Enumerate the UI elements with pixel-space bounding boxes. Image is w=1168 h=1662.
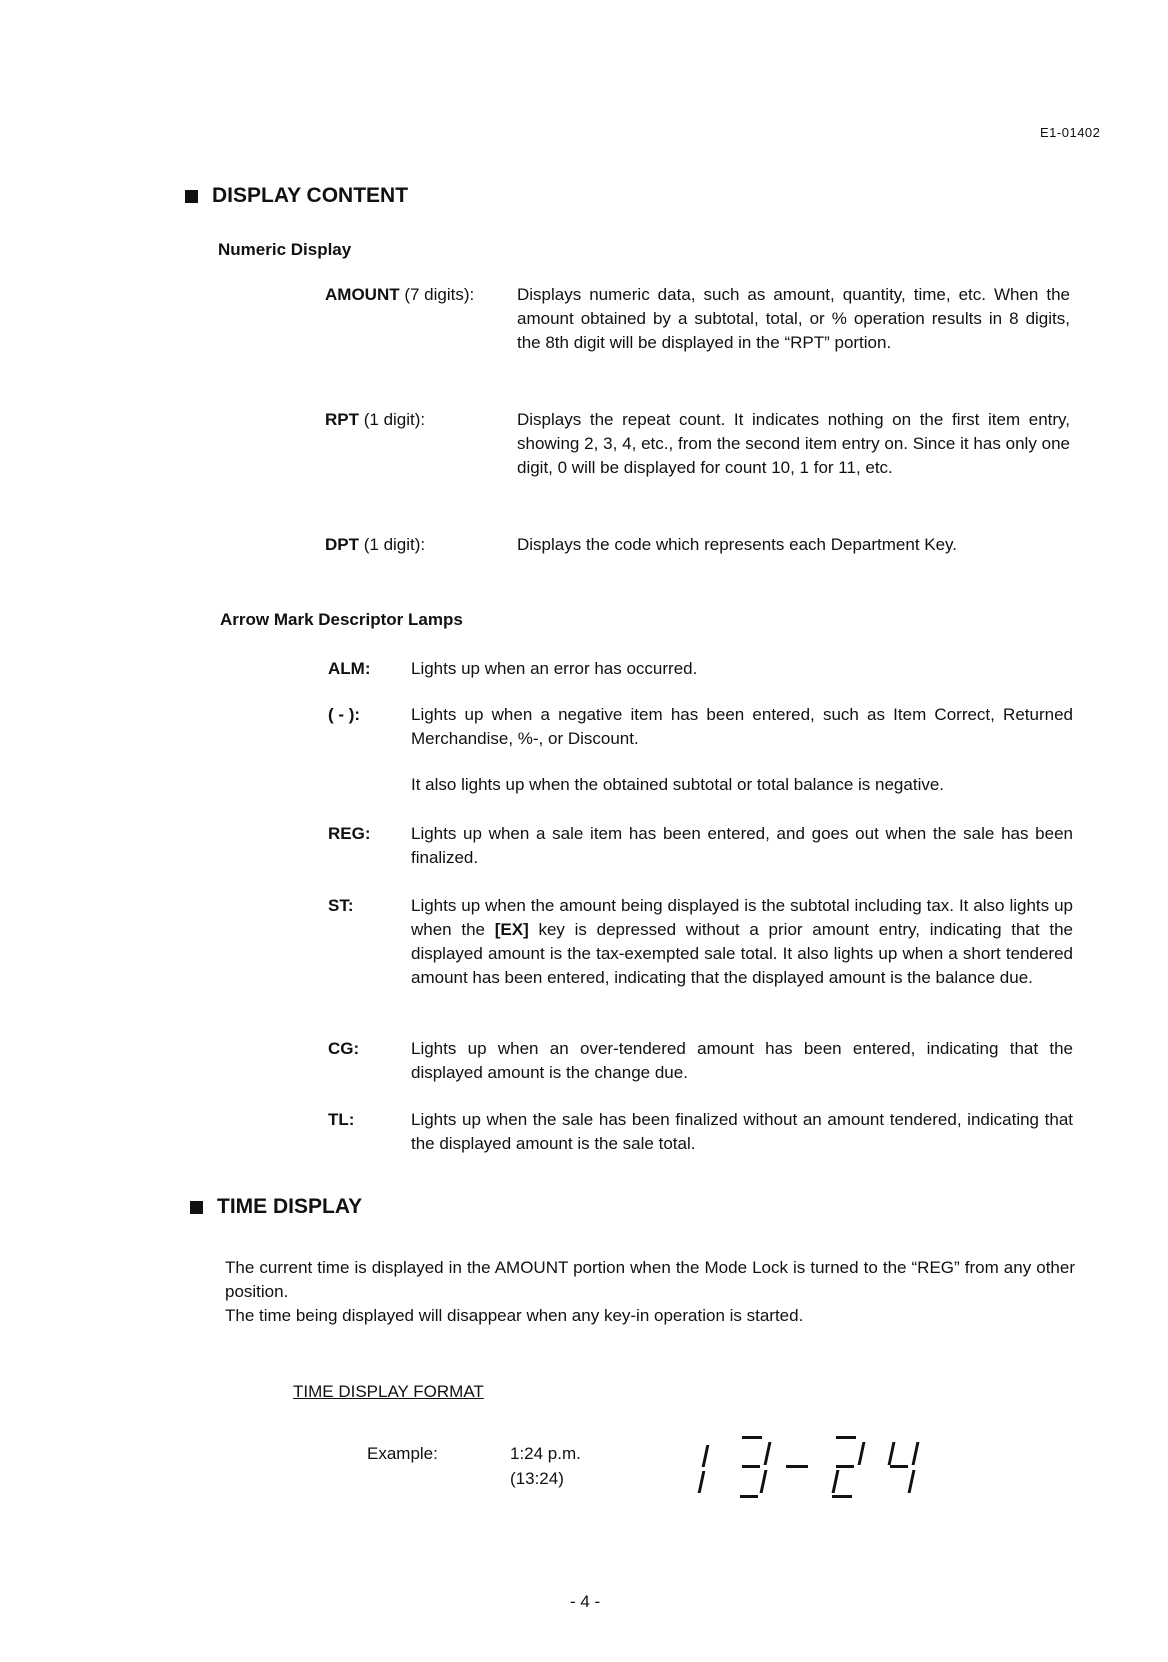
lamp-item-st <box>328 894 1073 990</box>
bullet-square-icon <box>190 1201 203 1214</box>
display-content-title: DISPLAY CONTENT <box>212 184 409 207</box>
numeric-item-rpt <box>325 408 1070 480</box>
page-number: - 4 - <box>570 1592 601 1611</box>
segment <box>740 1495 758 1498</box>
lamp-label: REG: <box>328 824 371 843</box>
numeric-item-desc: Displays the code which represents each Department Key. <box>517 535 958 554</box>
ex-key-label: [EX] <box>494 920 529 939</box>
lamp-item-alm <box>328 657 1073 681</box>
time-display-heading <box>190 1195 362 1219</box>
segment <box>908 1470 916 1493</box>
lamp-desc: Lights up when an error has occurred. <box>411 659 698 678</box>
segment <box>858 1442 866 1465</box>
lamp-label: ALM: <box>328 659 371 678</box>
segment <box>742 1465 760 1468</box>
lamp-label: CG: <box>328 1039 360 1058</box>
lamp-desc: Lights up when a negative item has been entered, such as Item Correct, Returned Merchandise, %-, or Discount. <box>411 705 1073 748</box>
numeric-item-label: DPT (1 digit): <box>325 535 426 554</box>
time-display-paragraph: The current time is displayed in the AMOUNT portion when the Mode Lock is turned to the “REG” from any other position. The time being displayed will disappear when any key-in operation is started. <box>225 1258 1075 1325</box>
lamp-desc: Lights up when a sale item has been entered, and goes out when the sale has been finalized. <box>411 824 1073 867</box>
segment <box>764 1442 772 1465</box>
lamp-item-cg <box>328 1037 1073 1085</box>
example-label: Example: <box>367 1444 438 1463</box>
lamp-desc: Lights up when the sale has been finalized without an amount tendered, indicating that the displayed amount is the sale total. <box>411 1110 1073 1153</box>
lamp-label: ( - ): <box>328 705 361 724</box>
segment <box>786 1465 808 1468</box>
segment <box>888 1442 896 1465</box>
segment <box>698 1471 706 1493</box>
numeric-display-heading: Numeric Display <box>218 240 352 259</box>
numeric-item-dpt <box>325 533 1070 557</box>
numeric-item-amount <box>325 283 1070 355</box>
lamp-desc-extra: It also lights up when the obtained subtotal or total balance is negative. <box>411 775 945 794</box>
document-code: E1-01402 <box>1040 125 1101 140</box>
example-time: 1:24 p.m. <box>510 1444 581 1463</box>
numeric-item-desc: Displays the repeat count. It indicates nothing on the first item entry, showing 2, 3, 4, etc., from the second item entry on. Since it has only one digit, 0 will be displayed for count 10, 1 for 11, etc. <box>517 410 1070 477</box>
lamp-item-reg <box>328 822 1073 870</box>
segment <box>760 1470 768 1493</box>
lamp-desc: Lights up when an over-tendered amount has been entered, indicating that the displayed amount is the change due. <box>411 1039 1073 1082</box>
lamp-item-tl <box>328 1108 1073 1156</box>
example-time-24h: (13:24) <box>510 1469 564 1488</box>
segment <box>836 1465 854 1468</box>
segment <box>832 1495 852 1498</box>
segment <box>702 1445 710 1467</box>
segment <box>742 1436 762 1439</box>
arrow-lamps-heading: Arrow Mark Descriptor Lamps <box>220 610 463 629</box>
time-display-format-heading: TIME DISPLAY FORMAT <box>293 1382 484 1401</box>
lamp-item-negative <box>328 703 1073 797</box>
lamp-label: ST: <box>328 896 354 915</box>
time-display-title: TIME DISPLAY <box>217 1195 363 1218</box>
bullet-square-icon <box>185 190 198 203</box>
segment <box>832 1470 840 1493</box>
numeric-item-label: RPT (1 digit): <box>325 410 426 429</box>
display-content-heading <box>185 184 408 208</box>
segment-time-display <box>690 1425 960 1505</box>
lamp-desc: Lights up when the amount being displayed is the subtotal including tax. It also lights up when the [EX] key is depressed without a prior amount entry, indicating that the displayed amount is the tax-exempted sale total. It also lights up when a short tendered amount has been entered, indicating that the displayed amount is the balance due. <box>411 896 1073 987</box>
segment <box>836 1436 856 1439</box>
segment <box>912 1442 920 1465</box>
numeric-item-desc: Displays numeric data, such as amount, quantity, time, etc. When the amount obtained by a subtotal, total, or % operation results in 8 digits, the 8th digit will be displayed in the “RPT” portion. <box>517 285 1070 352</box>
numeric-item-label: AMOUNT (7 digits): <box>325 285 475 304</box>
lamp-label: TL: <box>328 1110 355 1129</box>
segment <box>890 1465 908 1468</box>
